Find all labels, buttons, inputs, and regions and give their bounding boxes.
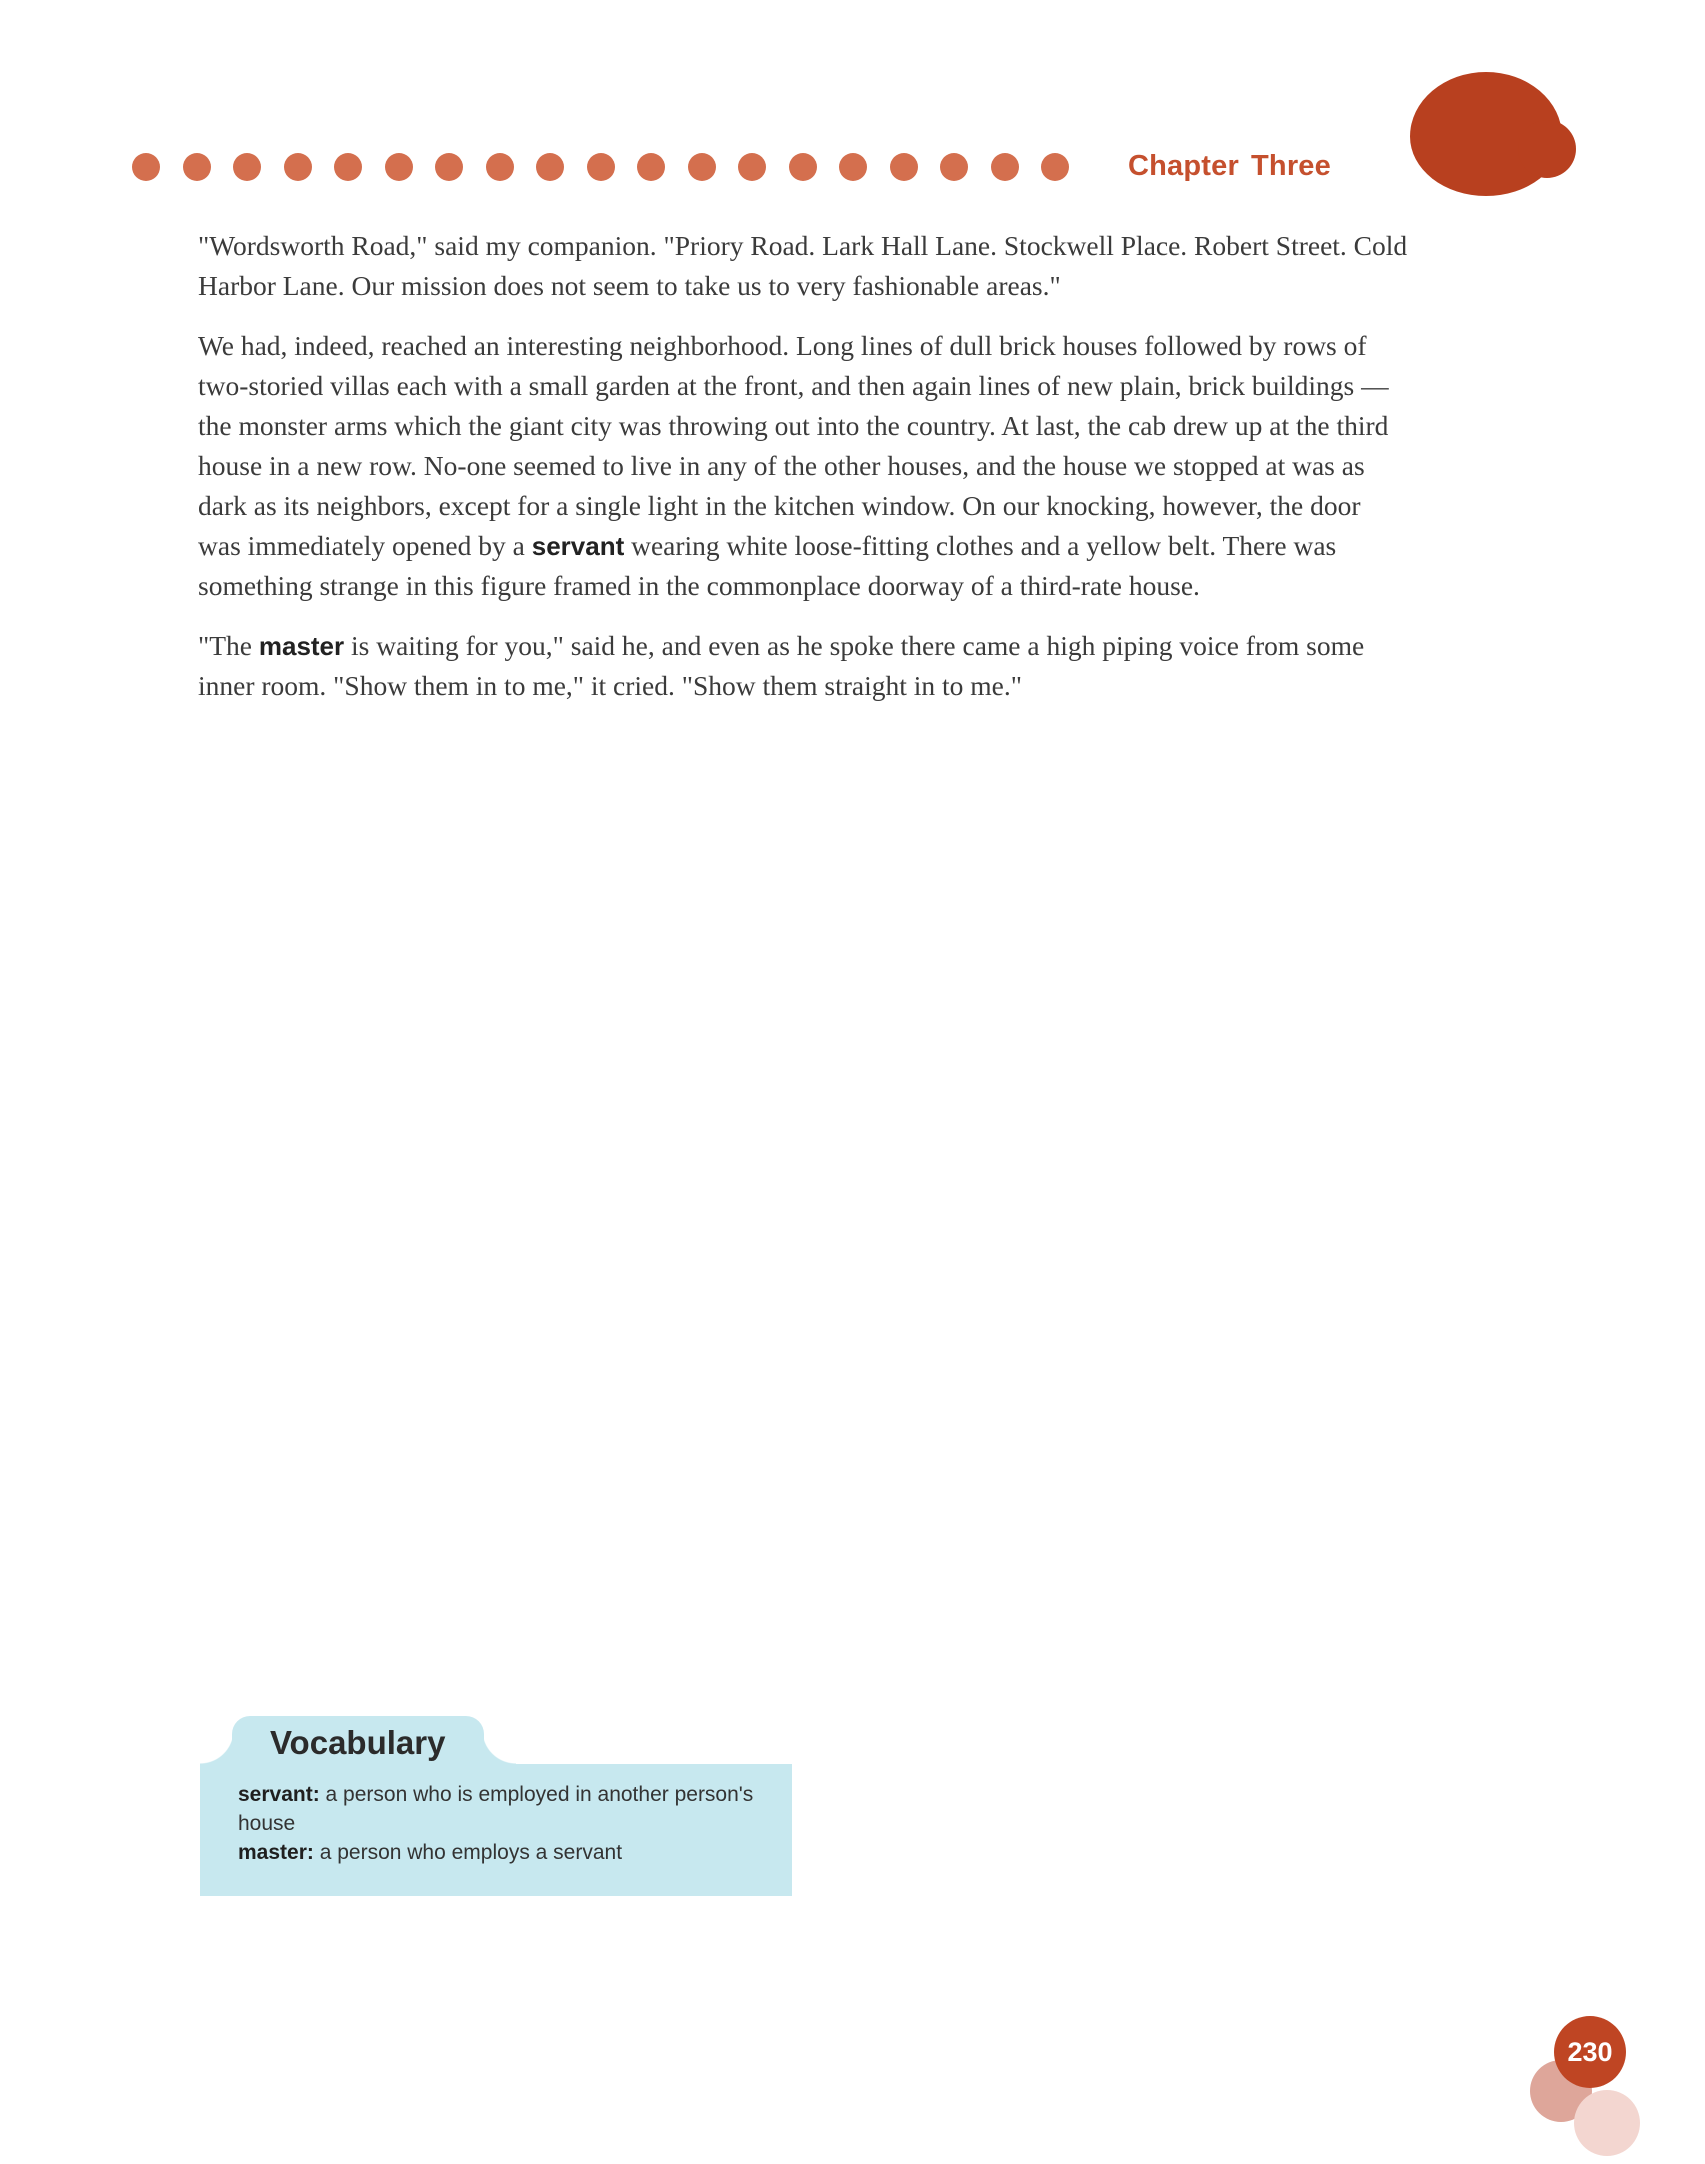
vocabulary-entry-servant xyxy=(238,1780,758,1838)
header-dot xyxy=(284,153,312,181)
paragraph-3-text-b: is waiting for you," said he, and even as he spoke there came a high piping voice from some inner room. "Show them in to me," it cried. "Show them straight in to me." xyxy=(198,630,1365,701)
page-number-decoration xyxy=(1574,2090,1640,2156)
chapter-number: Three xyxy=(1250,150,1331,182)
paragraph-3 xyxy=(198,626,1410,706)
vocabulary-definition: a person who is employed in another person's house xyxy=(238,1783,754,1835)
chapter-label xyxy=(1128,150,1331,183)
vocab-word-servant: servant xyxy=(531,531,625,561)
story-text xyxy=(198,226,1410,726)
vocabulary-entry-master xyxy=(238,1838,758,1867)
vocabulary-term: master: xyxy=(238,1841,314,1864)
vocabulary-definition: a person who employs a servant xyxy=(313,1841,623,1864)
header-dot xyxy=(688,153,716,181)
header-dot xyxy=(536,153,564,181)
vocabulary-entries xyxy=(238,1780,758,1867)
header-dot xyxy=(334,153,362,181)
header-dot xyxy=(637,153,665,181)
header-dot xyxy=(183,153,211,181)
paragraph-2 xyxy=(198,326,1410,606)
header-dot xyxy=(233,153,261,181)
header-dot xyxy=(486,153,514,181)
header-dot xyxy=(839,153,867,181)
vocabulary-term: servant: xyxy=(238,1783,320,1806)
header-dot xyxy=(991,153,1019,181)
header-dot xyxy=(435,153,463,181)
header-dot xyxy=(789,153,817,181)
header-decorative-circle-small xyxy=(1518,120,1576,178)
vocabulary-title: Vocabulary xyxy=(270,1724,446,1761)
header-dot xyxy=(132,153,160,181)
chapter-word: Chapter xyxy=(1128,150,1239,182)
header-dot-row xyxy=(132,152,1092,182)
header-dot xyxy=(738,153,766,181)
header-dot xyxy=(587,153,615,181)
paragraph-2-text-a: We had, indeed, reached an interesting neighborhood. Long lines of dull brick houses followed by rows of two-storied villas each with a small garden at the front, and then again lines of new plain, brick buildings — the monster arms which the giant city was throwing out into the country. At last, the cab drew up at the third house in a new row. No-one seemed to live in any of the other houses, and the house we stopped at was as dark as its neighbors, except for a single light in the kitchen window. On our knocking, however, the door was immediately opened by a xyxy=(198,330,1389,561)
header-dot xyxy=(940,153,968,181)
header-dot xyxy=(1041,153,1069,181)
page-number: 230 xyxy=(1554,2016,1626,2088)
header-dot xyxy=(385,153,413,181)
paragraph-2-text-b: wearing white loose-fitting clothes and a yellow belt. There was something strange in this figure framed in the commonplace doorway of a third-rate house. xyxy=(198,530,1337,601)
paragraph-1: "Wordsworth Road," said my companion. "Priory Road. Lark Hall Lane. Stockwell Place. Robert Street. Cold Harbor Lane. Our mission does not seem to take us to very fashionable areas." xyxy=(198,230,1408,301)
header-dot xyxy=(890,153,918,181)
vocab-word-master: master xyxy=(258,631,345,661)
paragraph-3-text-a: "The xyxy=(198,630,259,661)
